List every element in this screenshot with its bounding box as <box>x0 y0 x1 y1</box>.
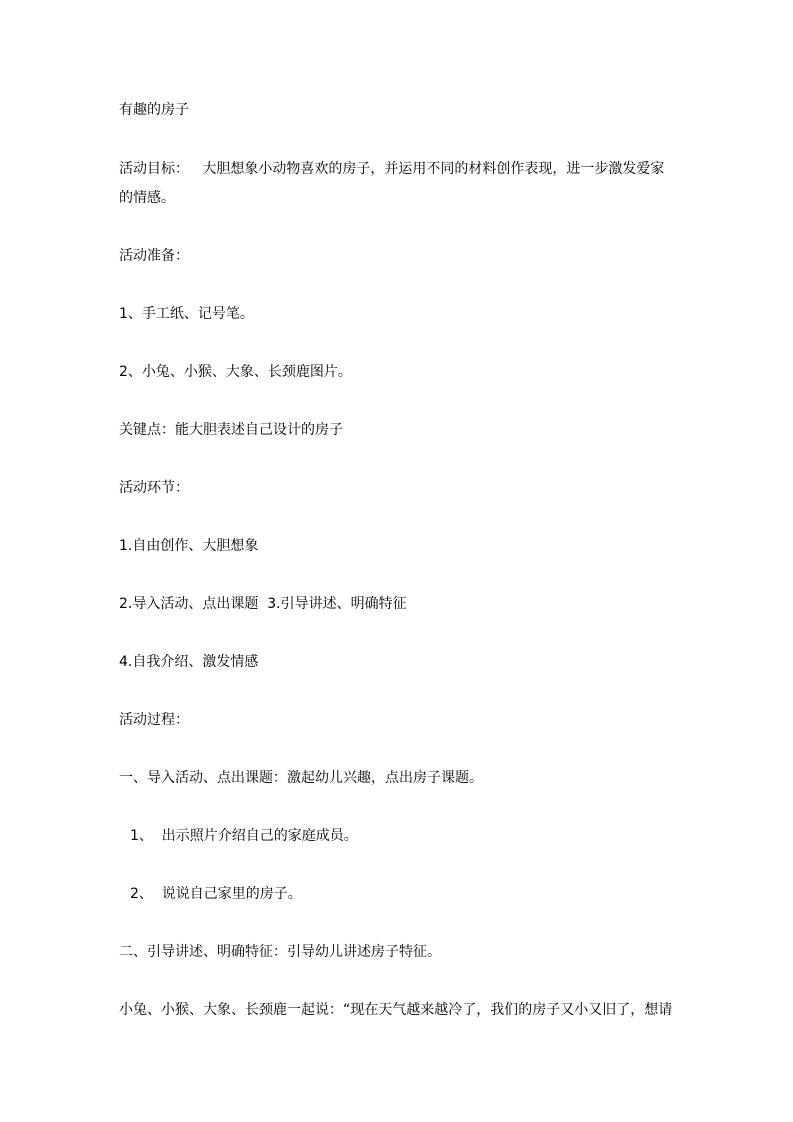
process-heading: 活动过程： <box>119 712 189 728</box>
closing-text: 小兔、小猴、大象、长颈鹿一起说：“现在天气越来越冷了，我们的房子又小又旧了，想请 <box>119 1002 673 1018</box>
section-one-heading: 一、导入活动、点出课题：激起幼儿兴趣，点出房子课题。 <box>119 770 483 786</box>
goal-text: 大胆想象小动物喜欢的房子，并运用不同的材料创作表现，进一步激发爱家的情感。 <box>119 161 665 206</box>
key-point: 关键点：能大胆表述自己设计的房子 <box>119 422 343 438</box>
step-item: 1.自由创作、大胆想象 <box>119 538 259 554</box>
section-one-item: 2、 说说自己家里的房子。 <box>130 886 302 902</box>
section-one-item: 1、 出示照片介绍自己的家庭成员。 <box>130 828 358 844</box>
goal-label: 活动目标： <box>119 161 189 177</box>
prep-item: 2、小兔、小猴、大象、长颈鹿图片。 <box>119 364 352 380</box>
steps-heading: 活动环节： <box>119 480 189 496</box>
step-item: 2.导入活动、点出课题 3.引导讲述、明确特征 <box>119 596 407 612</box>
goal-paragraph <box>119 155 676 213</box>
document-title: 有趣的房子 <box>119 102 189 118</box>
section-two-heading: 二、引导讲述、明确特征：引导幼儿讲述房子特征。 <box>119 944 441 960</box>
prep-heading: 活动准备： <box>119 248 189 264</box>
step-item: 4.自我介绍、激发情感 <box>119 654 259 670</box>
prep-item: 1、手工纸、记号笔。 <box>119 306 254 322</box>
